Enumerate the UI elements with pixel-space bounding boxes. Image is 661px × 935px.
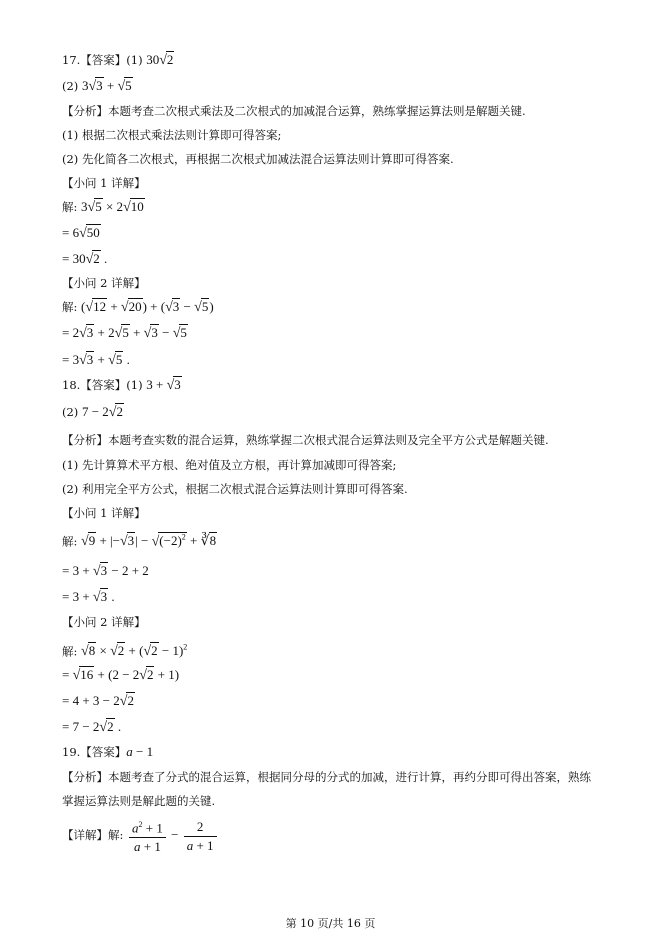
solution-line: = 7 − 2√2 . bbox=[62, 719, 122, 735]
analysis-line: 【分析】本题考查实数的混合运算，熟练掌握二次根式混合运算法则及完全平方公式是解题关键. bbox=[62, 433, 549, 447]
solution-line: = √16 + (2 − 2√2 + 1) bbox=[62, 667, 180, 683]
solution-line: = 2√3 + 2√5 + √3 − √5 bbox=[62, 325, 187, 341]
solution-line: = 3 + √3 . bbox=[62, 589, 115, 605]
page-footer: 第 10 页/共 16 页 bbox=[285, 917, 376, 930]
sub-question-heading: 【小问 1 详解】 bbox=[62, 506, 146, 520]
solution-line: 解: $√9 + |-√3| - √(-2)^2$ + ∛8 bbox=[62, 533, 217, 550]
sub-question-heading: 【小问 2 详解】 bbox=[62, 276, 146, 290]
solution-line: 解: (√12 + √20) + (√3 − √5) bbox=[62, 299, 214, 315]
answer-line: 18.【答案】(1) 3 + √3 bbox=[62, 377, 181, 393]
analysis-line: 【分析】本题考查二次根式乘法及二次根式的加减混合运算，熟练掌握运算法则是解题关键. bbox=[62, 104, 526, 118]
analysis-line: 掌握运算法则是解此题的关键. bbox=[62, 794, 216, 808]
analysis-line: 【分析】本题考查了分式的混合运算，根据同分母的分式的加减，进行计算，再约分即可得出答案，熟练 bbox=[62, 770, 591, 784]
solution-line: 解: $√8 \times √2 + (√2 - 1)^2$ bbox=[62, 643, 188, 660]
answer-line: (2) 3√3 + √5 bbox=[62, 78, 132, 94]
solution-line: = 6√50 bbox=[62, 225, 100, 241]
solution-line: = 3√3 + √5 . bbox=[62, 352, 130, 368]
answer-line: 17.【答案】(1) 30√2 bbox=[62, 52, 174, 68]
answer-line: 19.【答案】a − 1 bbox=[62, 744, 154, 759]
analysis-line: (2) 利用完全平方公式，根据二次根式混合运算法则计算即可得答案. bbox=[62, 482, 408, 496]
solution-line: = 4 + 3 − 2√2 bbox=[62, 693, 134, 709]
analysis-line: (1) 先计算算术平方根、绝对值及立方根，再计算加减即可得答案; bbox=[62, 458, 397, 472]
solution-line: = 3 + √3 − 2 + 2 bbox=[62, 563, 149, 579]
analysis-line: (1) 根据二次根式乘法法则计算即可得答案; bbox=[62, 128, 282, 142]
solution-line: 【详解】解: $\frac{a^2 + 1}{a + 1}$ − $\frac{2}{a + 1}$ bbox=[62, 816, 219, 856]
solution-line: 解: 3√5 × 2√10 bbox=[62, 199, 144, 215]
sub-question-heading: 【小问 1 详解】 bbox=[62, 176, 146, 190]
analysis-line: (2) 先化简各二次根式，再根据二次根式加减法混合运算法则计算即可得答案. bbox=[62, 152, 454, 166]
answer-line: (2) 7 − 2√2 bbox=[62, 404, 123, 420]
sub-question-heading: 【小问 2 详解】 bbox=[62, 615, 146, 629]
solution-line: = 30√2 . bbox=[62, 251, 108, 267]
